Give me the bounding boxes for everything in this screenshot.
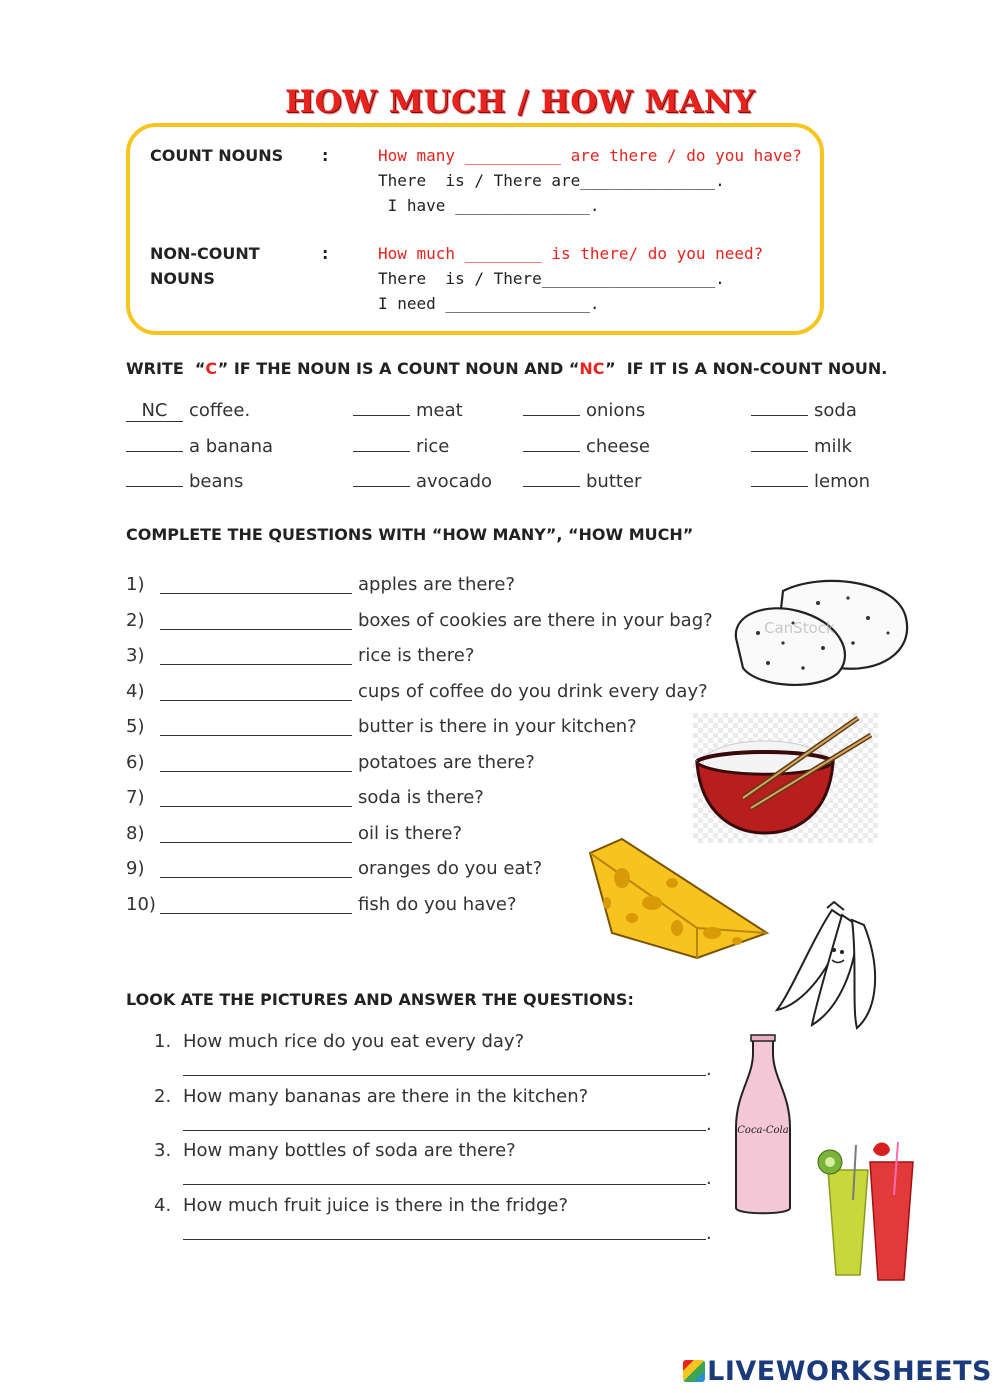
line-period: . xyxy=(706,1222,712,1244)
liveworksheets-icon xyxy=(683,1360,705,1382)
answer-blank[interactable] xyxy=(160,700,352,701)
answer-line[interactable] xyxy=(183,1075,706,1076)
count-nouns-label: COUNT NOUNS xyxy=(150,146,284,165)
question-text: How many bottles of soda are there? xyxy=(183,1140,516,1161)
noun-word: butter xyxy=(586,471,642,492)
answer-blank[interactable] xyxy=(160,771,352,772)
question-text: rice is there? xyxy=(358,645,475,666)
answer-blank[interactable] xyxy=(160,629,352,630)
juice-glasses-image xyxy=(808,1140,943,1285)
answer-line[interactable] xyxy=(183,1239,706,1240)
liveworksheets-logo: LIVEWORKSHEETS xyxy=(683,1356,992,1387)
question-number: 5) xyxy=(126,716,145,737)
noun-word: coffee. xyxy=(189,400,251,421)
noun-item xyxy=(353,436,449,457)
noun-word: onions xyxy=(586,400,646,421)
answer-blank[interactable] xyxy=(353,401,410,416)
question-number: 8) xyxy=(126,822,145,844)
question-text: cups of coffee do you drink every day? xyxy=(358,680,708,702)
question-text: oil is there? xyxy=(358,822,463,844)
answer-line[interactable] xyxy=(183,1130,706,1131)
rice-bowl-image xyxy=(693,713,878,843)
noun-item xyxy=(353,400,463,421)
question-number: 2. xyxy=(154,1085,172,1107)
noun-item xyxy=(751,400,857,421)
answer-blank[interactable] xyxy=(160,877,352,878)
answer-blank[interactable] xyxy=(751,437,808,452)
question-text: How many bananas are there in the kitchen? xyxy=(183,1085,589,1107)
answer-blank[interactable] xyxy=(523,472,580,487)
question-text: potatoes are there? xyxy=(358,751,535,773)
noun-word: meat xyxy=(416,400,463,421)
question-number: 3) xyxy=(126,645,145,666)
answer-blank[interactable]: NC xyxy=(126,400,183,422)
answer-line[interactable] xyxy=(183,1184,706,1185)
noun-word: avocado xyxy=(416,471,493,492)
answer-blank[interactable] xyxy=(523,401,580,416)
answer-blank[interactable] xyxy=(751,472,808,487)
noun-item xyxy=(126,471,243,492)
noun-word: rice xyxy=(416,436,450,457)
question-number: 9) xyxy=(126,858,145,879)
answer-blank[interactable] xyxy=(126,437,183,452)
noun-item xyxy=(523,471,641,492)
noun-item xyxy=(353,471,492,492)
question-text: fish do you have? xyxy=(358,893,517,915)
answer-blank[interactable] xyxy=(160,806,352,807)
cheese-image xyxy=(582,833,777,963)
watermark-text: CanStock xyxy=(764,619,835,637)
question-text: apples are there? xyxy=(358,574,516,595)
section3-heading: LOOK ATE THE PICTURES AND ANSWER THE QUESTIONS: xyxy=(126,990,634,1009)
count-colon: : xyxy=(322,146,329,165)
soda-label-text: Coca-Cola xyxy=(737,1125,789,1136)
noncount-label-2: NOUNS xyxy=(150,269,215,288)
answer-blank[interactable] xyxy=(160,664,352,665)
noncount-rule-line-3: I need _______________. xyxy=(378,294,600,313)
answer-blank[interactable] xyxy=(523,437,580,452)
question-number: 1. xyxy=(154,1031,172,1052)
question-number: 10) xyxy=(126,893,156,915)
question-text: butter is there in your kitchen? xyxy=(358,716,637,737)
question-number: 4) xyxy=(126,680,145,702)
noncount-colon: : xyxy=(322,244,329,263)
question-number: 1) xyxy=(126,574,145,595)
count-rule-line-2: There is / There are______________. xyxy=(378,171,725,190)
noun-item xyxy=(126,436,273,457)
question-number: 3. xyxy=(154,1140,172,1161)
noun-word: milk xyxy=(814,436,852,457)
noncount-label-1: NON-COUNT xyxy=(150,244,260,263)
noun-item xyxy=(751,436,852,457)
line-period: . xyxy=(706,1168,712,1189)
line-period: . xyxy=(706,1113,712,1135)
noun-word: soda xyxy=(814,400,857,421)
potatoes-image xyxy=(728,573,918,693)
count-rule-line-3: I have ______________. xyxy=(378,196,600,215)
question-text: How much rice do you eat every day? xyxy=(183,1031,525,1052)
answer-blank[interactable] xyxy=(160,735,352,736)
noun-word: lemon xyxy=(814,471,871,492)
page-title: HOW MUCH / HOW MANY xyxy=(284,84,756,120)
question-text: boxes of cookies are there in your bag? xyxy=(358,609,713,631)
noncount-rule-line-1: How much ________ is there/ do you need? xyxy=(378,244,764,263)
count-rule-line-1: How many __________ are there / do you have? xyxy=(378,146,802,165)
question-number: 2) xyxy=(126,609,145,631)
question-text: oranges do you eat? xyxy=(358,858,543,879)
question-number: 6) xyxy=(126,751,145,773)
noun-word: beans xyxy=(189,471,244,492)
noun-word: a banana xyxy=(189,436,274,457)
question-text: soda is there? xyxy=(358,787,484,808)
answer-blank[interactable] xyxy=(353,437,410,452)
question-number: 4. xyxy=(154,1194,172,1216)
answer-blank[interactable] xyxy=(160,913,352,914)
line-period: . xyxy=(706,1059,712,1080)
noncount-rule-line-2: There is / There__________________. xyxy=(378,269,725,288)
noun-item xyxy=(523,436,650,457)
question-number: 7) xyxy=(126,787,145,808)
noun-item xyxy=(751,471,870,492)
answer-blank[interactable] xyxy=(353,472,410,487)
answer-blank[interactable] xyxy=(160,593,352,594)
noun-item xyxy=(126,400,250,422)
bananas-image xyxy=(772,900,897,1032)
section2-heading: COMPLETE THE QUESTIONS WITH “HOW MANY”, “HOW MUCH” xyxy=(126,525,694,544)
noun-item xyxy=(523,400,645,421)
question-text: How much fruit juice is there in the fridge? xyxy=(183,1194,569,1216)
soda-bottle-image xyxy=(728,1033,798,1218)
noun-word: cheese xyxy=(586,436,650,457)
answer-blank[interactable] xyxy=(751,401,808,416)
answer-blank[interactable] xyxy=(126,472,183,487)
answer-blank[interactable] xyxy=(160,842,352,843)
section1-heading: WRITE “C” IF THE NOUN IS A COUNT NOUN AND “NC” IF IT IS A NON-COUNT NOUN. xyxy=(126,359,888,378)
